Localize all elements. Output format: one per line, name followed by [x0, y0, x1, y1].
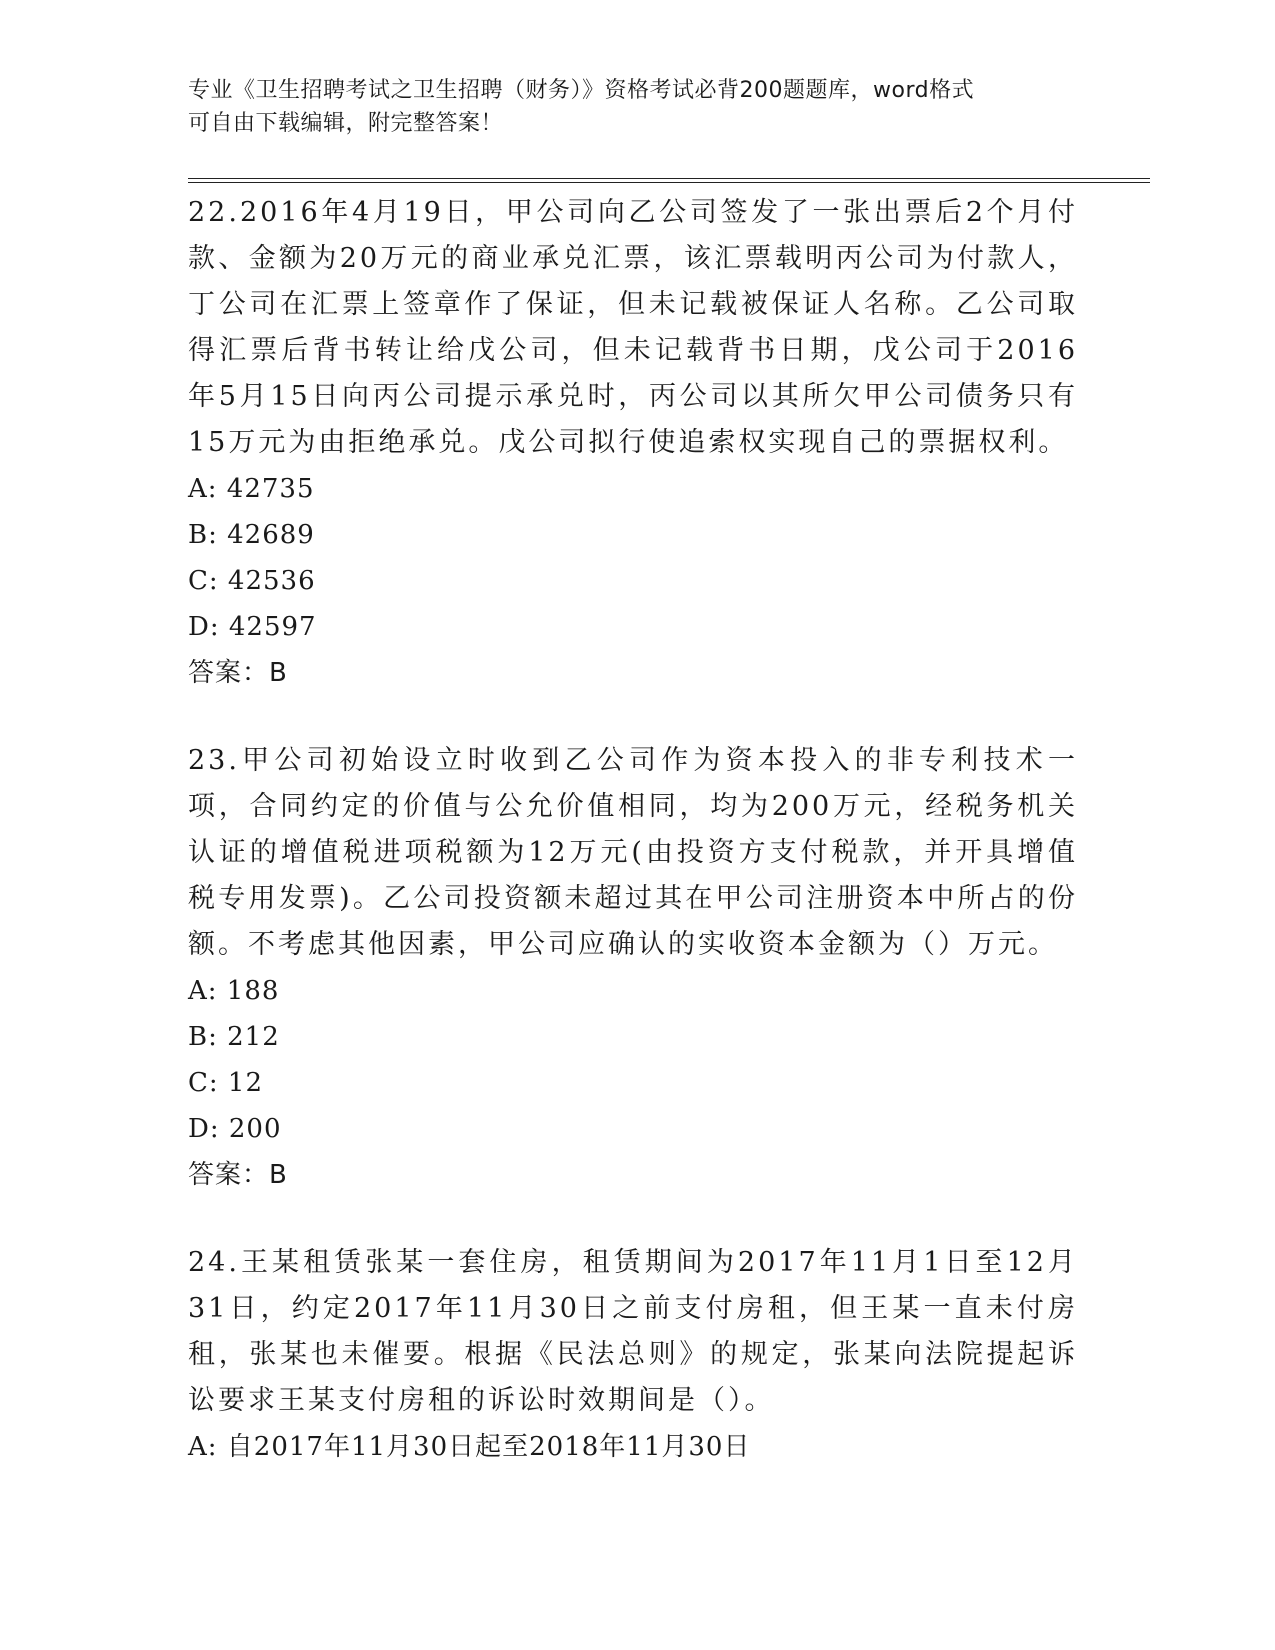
- option-c: C: 12: [188, 1068, 264, 1098]
- question-23: [188, 738, 1078, 1198]
- question-24: [188, 1240, 1078, 1470]
- question-22: [188, 190, 1078, 696]
- answer-label: 答案：B: [188, 658, 288, 688]
- option-c: C: 42536: [188, 566, 316, 596]
- option-b: B: 42689: [188, 520, 315, 550]
- question-list: [188, 190, 1078, 1512]
- option-d: D: 42597: [188, 612, 317, 642]
- document-header: [188, 74, 1068, 140]
- option-b: B: 212: [188, 1022, 280, 1052]
- header-line-2: 可自由下载编辑，附完整答案！: [188, 111, 504, 136]
- option-a: A: 188: [188, 976, 280, 1006]
- answer-label: 答案：B: [188, 1160, 288, 1190]
- question-stem: 22.2016年4月19日，甲公司向乙公司签发了一张出票后2个月付款、金额为20万元的商业承兑汇票，该汇票载明丙公司为付款人，丁公司在汇票上签章作了保证，但未记载被保证人名称。乙公司取得汇票后背书转让给戊公司，但未记载背书日期，戊公司于2016年5月15日向丙公司提示承兑时，丙公司以其所欠甲公司债务只有15万元为由拒绝承兑。戊公司拟行使追索权实现自己的票据权利。: [188, 197, 1078, 458]
- option-a: A: 自2017年11月30日起至2018年11月30日: [188, 1432, 751, 1462]
- option-d: D: 200: [188, 1114, 282, 1144]
- question-stem: 23.甲公司初始设立时收到乙公司作为资本投入的非专利技术一项，合同约定的价值与公允价值相同，均为200万元，经税务机关认证的增值税进项税额为12万元(由投资方支付税款，并开具增值税专用发票)。乙公司投资额未超过其在甲公司注册资本中所占的份额。不考虑其他因素，甲公司应确认的实收资本金额为（）万元。: [188, 745, 1078, 960]
- header-line-1: 专业《卫生招聘考试之卫生招聘（财务）》资格考试必背200题题库，word格式: [188, 78, 975, 103]
- question-stem: 24.王某租赁张某一套住房，租赁期间为2017年11月1日至12月31日，约定2017年11月30日之前支付房租，但王某一直未付房租，张某也未催要。根据《民法总则》的规定，张某向法院提起诉讼要求王某支付房租的诉讼时效期间是（）。: [188, 1247, 1078, 1416]
- option-a: A: 42735: [188, 474, 315, 504]
- header-divider: [188, 178, 1150, 183]
